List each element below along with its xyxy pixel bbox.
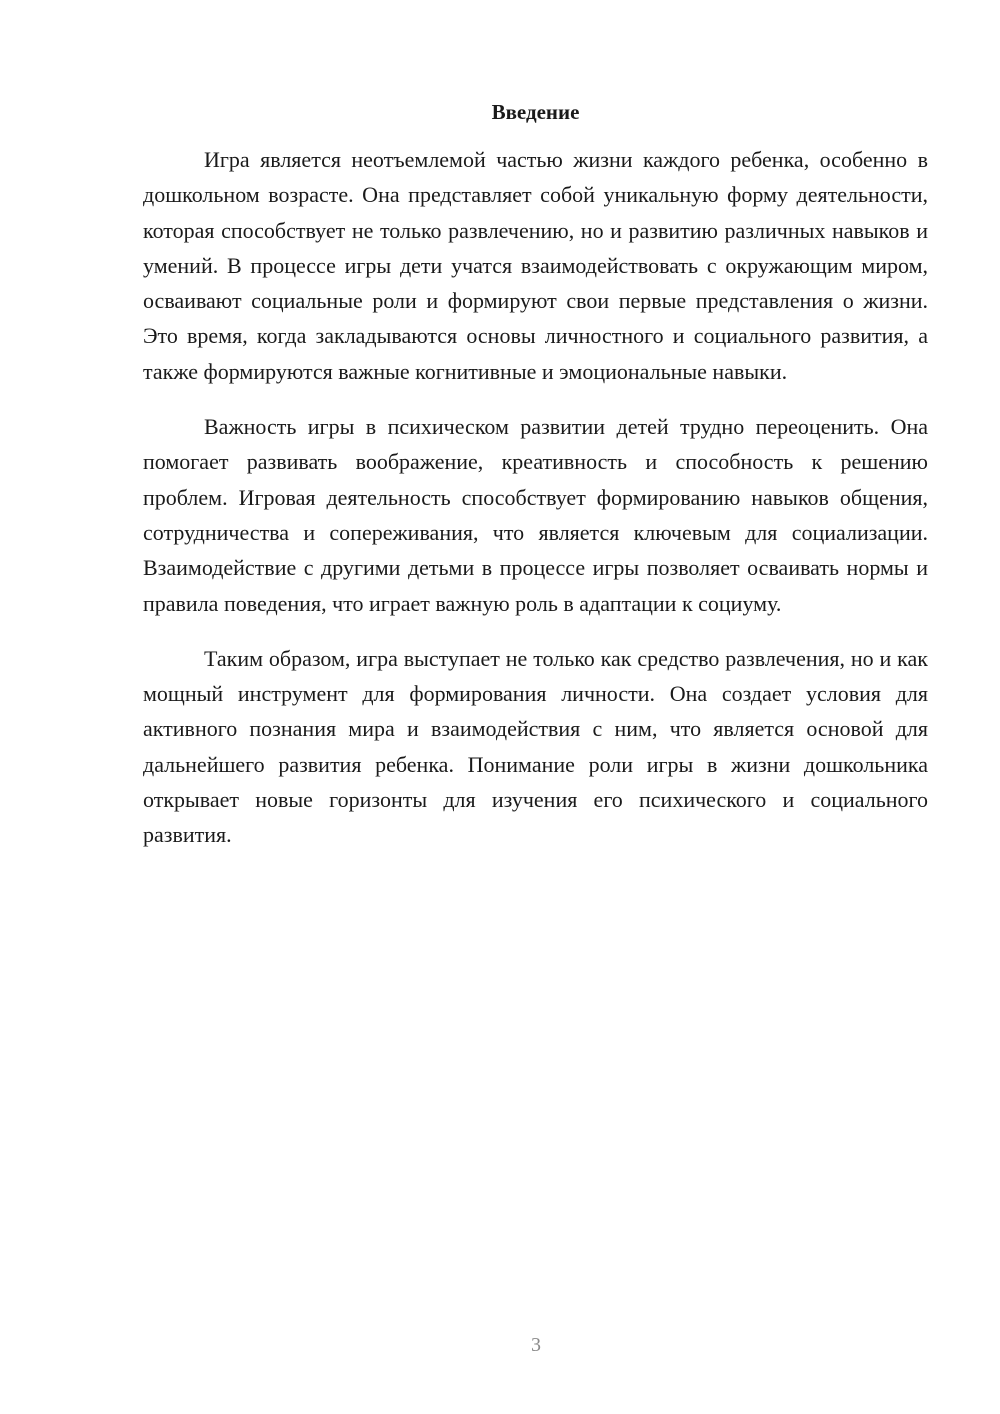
body-text xyxy=(143,142,928,873)
paragraph: Таким образом, игра выступает не только как средство развлечения, но и как мощный инструмент для формирования личности. Она создает условия для активного познания мира и взаимодействия с ним, что является основой для дальнейшего развития ребенка. Понимание роли игры в жизни дошкольника открывает новые горизонты для изучения его психического и социального развития. xyxy=(143,645,928,848)
paragraph: Важность игры в психическом развитии детей трудно переоценить. Она помогает развивать воображение, креативность и способность к решению проблем. Игровая деятельность способствует формированию навыков общения, сотрудничества и сопереживания, что является ключевым для социализации. Взаимодействие с другими детьми в процессе игры позволяет осваивать нормы и правила поведения, что играет важную роль в адаптации к социуму. xyxy=(143,414,928,616)
section-heading: Введение xyxy=(491,100,580,124)
page-number: 3 xyxy=(531,1334,541,1356)
paragraph: Игра является неотъемлемой частью жизни каждого ребенка, особенно в дошкольном возрасте. Она представляет собой уникальную форму деятельности, которая способствует не только развлечению, но и развитию различных навыков и умений. В процессе игры дети учатся взаимодействовать с окружающим миром, осваивают социальные роли и формируют свои первые представления о жизни. Это время, когда закладываются основы личностного и социального развития, а также формируются важные когнитивные и эмоциональные навыки. xyxy=(143,147,928,384)
